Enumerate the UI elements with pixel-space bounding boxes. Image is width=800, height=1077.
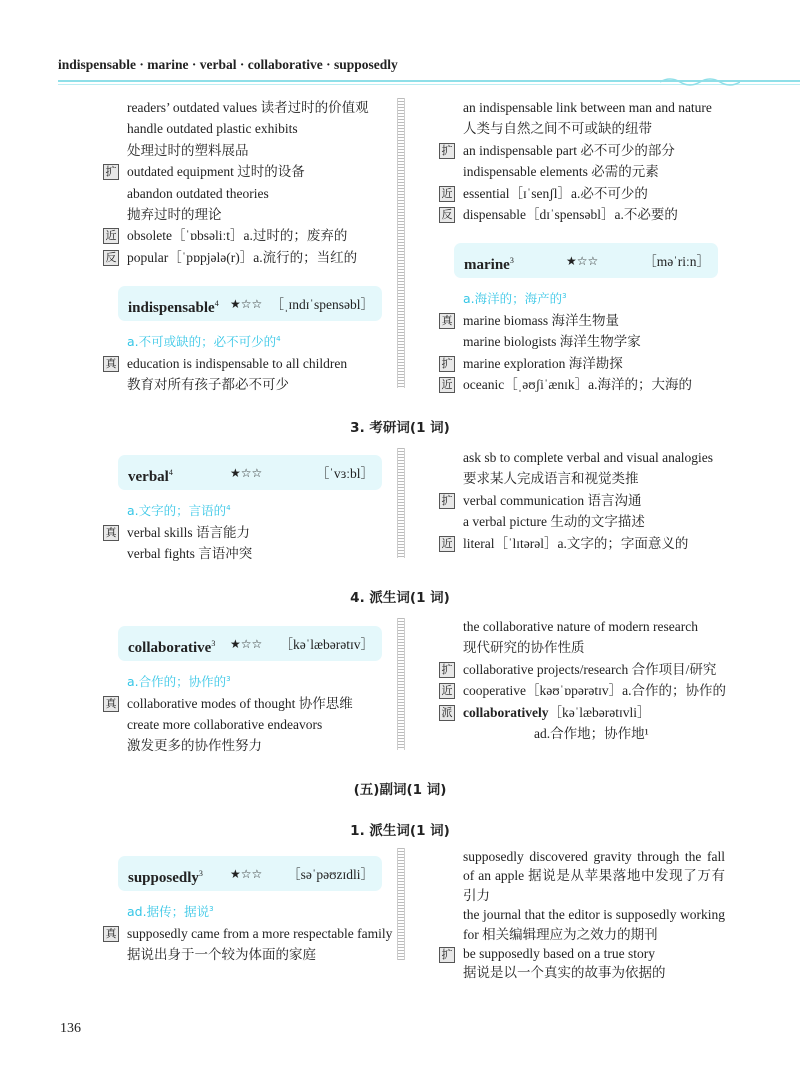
entry-line bbox=[439, 118, 729, 139]
star-rating: ★☆☆ bbox=[230, 637, 263, 651]
headword bbox=[128, 293, 219, 319]
headword-text: collaborative bbox=[128, 640, 212, 656]
tag-6269-icon: 扩 bbox=[103, 164, 119, 180]
entry-line bbox=[103, 204, 393, 225]
entry-line bbox=[439, 161, 729, 182]
entry-line bbox=[103, 522, 393, 543]
definition-sup: 3 bbox=[226, 675, 231, 683]
entry-line bbox=[439, 847, 725, 905]
column-divider bbox=[397, 848, 405, 960]
entry-text: supposedly discovered gravity through the fall of an apple 据说是从苹果落地中发现了万有引力 bbox=[463, 849, 725, 903]
word-header-box bbox=[118, 626, 382, 661]
running-header: indispensable · marine · verbal · collaborative · supposedly bbox=[58, 57, 398, 72]
right-column-block-3 bbox=[439, 616, 729, 744]
headword bbox=[128, 633, 215, 659]
section-heading: (五)副词(1 词) bbox=[353, 782, 447, 798]
entry-text: readers’ outdated values 读者过时的价值观 bbox=[127, 100, 369, 115]
headword-text: verbal bbox=[128, 469, 169, 485]
headword bbox=[128, 462, 173, 488]
entry-text: oceanic［ˌəʊʃiˈænɪk］a.海洋的；大海的 bbox=[463, 377, 692, 393]
tag-6269-icon: 扩 bbox=[439, 493, 455, 509]
entry-text: ask sb to complete verbal and visual analogies bbox=[463, 450, 714, 465]
entry-text: marine exploration 海洋勘探 bbox=[463, 355, 623, 371]
entry-text: 教育对所有孩子都必不可少 bbox=[127, 377, 289, 393]
entry-text: ad.合作地；协作地¹ bbox=[534, 726, 649, 742]
word-header-box bbox=[454, 243, 718, 278]
entry-text: handle outdated plastic exhibits bbox=[127, 121, 298, 137]
entry-text: 要求某人完成语言和视觉类推 bbox=[463, 471, 639, 487]
entry-line bbox=[439, 447, 729, 468]
entry-line bbox=[439, 702, 729, 723]
derived-word: collaboratively bbox=[463, 704, 549, 720]
definition-sup: 3 bbox=[562, 292, 567, 301]
entry-text: 人类与自然之间不可或缺的纽带 bbox=[463, 121, 652, 137]
definition bbox=[103, 669, 393, 693]
entry-line bbox=[439, 723, 729, 744]
tag-6269-icon: 扩 bbox=[439, 143, 455, 159]
entry-line bbox=[439, 533, 729, 554]
left-column-block-1 bbox=[103, 97, 393, 396]
entry-line bbox=[103, 140, 393, 161]
entry-line bbox=[103, 118, 393, 139]
section-heading: 4. 派生词(1 词) bbox=[350, 590, 450, 606]
entry-line bbox=[439, 944, 729, 963]
entry-text: essential［ɪˈsenʃl］a.必不可少的 bbox=[463, 185, 648, 201]
word-header-box bbox=[118, 856, 382, 891]
tag-8fd1-icon: 近 bbox=[439, 683, 455, 699]
definition-sup: 3 bbox=[209, 905, 214, 913]
left-column-block-2 bbox=[103, 445, 393, 564]
phonetic: ［ˈvɜːbl］ bbox=[315, 466, 374, 481]
entry-line bbox=[103, 944, 393, 965]
entry-text: 现代研究的协作性质 bbox=[463, 640, 585, 656]
phonetic: ［ˌɪndɪˈspensəbl］ bbox=[270, 297, 374, 313]
entry-line bbox=[439, 905, 725, 944]
definition bbox=[103, 498, 393, 522]
entry-line bbox=[439, 511, 729, 532]
entry-text: abandon outdated theories bbox=[127, 185, 269, 201]
definition bbox=[103, 899, 393, 923]
entry-line bbox=[103, 543, 393, 564]
entry-line bbox=[439, 140, 729, 161]
entry-text: popular［ˈpɒpjələ(r)］a.流行的；当红的 bbox=[127, 249, 358, 265]
entry-line bbox=[439, 310, 729, 331]
right-column-block-1 bbox=[439, 97, 729, 396]
entry-text: marine biomass 海洋生物量 bbox=[463, 313, 619, 328]
entry-text: dispensable［dɪˈspensəbl］a.不必要的 bbox=[463, 207, 678, 223]
phonetic: ［məˈriːn］ bbox=[643, 254, 710, 270]
entry-text: create more collaborative endeavors bbox=[127, 716, 323, 732]
phonetic: ［kəˈlæbərətɪv］ bbox=[279, 637, 374, 652]
definition-text: a.不可或缺的；必不可少的 bbox=[127, 334, 277, 350]
subsection-heading: 1. 派生词(1 词) bbox=[350, 823, 450, 839]
entry-line bbox=[439, 374, 729, 395]
tag-53cd-icon: 反 bbox=[103, 250, 119, 266]
phonetic: ［səˈpəʊzɪdli］ bbox=[287, 867, 374, 882]
headword bbox=[128, 863, 203, 889]
right-column-block-2 bbox=[439, 447, 729, 554]
tag-53cd-icon: 反 bbox=[439, 207, 455, 223]
frequency-sup: 4 bbox=[214, 299, 219, 309]
left-column-block-3 bbox=[103, 616, 393, 757]
star-rating: ★☆☆ bbox=[230, 297, 263, 312]
entry-line bbox=[103, 353, 393, 374]
entry-line bbox=[103, 225, 393, 246]
entry-line bbox=[439, 204, 729, 225]
entry-line bbox=[439, 353, 729, 374]
column-divider bbox=[397, 98, 405, 388]
frequency-sup: 4 bbox=[168, 468, 173, 477]
right-column-block-4 bbox=[439, 847, 729, 983]
section-heading: 3. 考研词(1 词) bbox=[350, 420, 450, 436]
entry-line bbox=[103, 161, 393, 182]
headword-text: indispensable bbox=[128, 300, 215, 317]
entry-text: collaborative modes of thought 协作思维 bbox=[127, 695, 353, 711]
star-rating: ★☆☆ bbox=[566, 254, 599, 269]
entry-line bbox=[439, 637, 729, 658]
entry-text: verbal fights 言语冲突 bbox=[127, 545, 253, 561]
tag-771f-icon: 真 bbox=[439, 313, 455, 329]
entry-line bbox=[103, 693, 393, 714]
entry-line bbox=[103, 247, 393, 268]
entry-text: education is indispensable to all children bbox=[127, 355, 348, 371]
entry-text: outdated equipment 过时的设备 bbox=[127, 164, 305, 180]
definition-text: ad.据传；据说 bbox=[127, 904, 210, 920]
entry-line bbox=[439, 490, 729, 511]
entry-line bbox=[439, 97, 729, 118]
definition-text: a.合作的；协作的 bbox=[127, 674, 227, 690]
entry-text: collaborative projects/research 合作项目/研究 bbox=[463, 661, 717, 677]
column-divider bbox=[397, 618, 405, 750]
word-header-box bbox=[118, 455, 382, 490]
headword bbox=[464, 250, 514, 276]
entry-line bbox=[103, 714, 393, 735]
entry-line bbox=[439, 616, 729, 637]
entry-text: the collaborative nature of modern research bbox=[463, 619, 699, 634]
entry-text: verbal communication 语言沟通 bbox=[463, 492, 642, 508]
tag-771f-icon: 真 bbox=[103, 356, 119, 372]
column-divider bbox=[397, 448, 405, 558]
entry-text: obsolete［ˈɒbsəliːt］a.过时的；废弃的 bbox=[127, 228, 348, 244]
definition-sup: 4 bbox=[226, 504, 231, 512]
entry-text: cooperative［kəʊˈɒpərətɪv］a.合作的；协作的 bbox=[463, 683, 727, 699]
tag-771f-icon: 真 bbox=[103, 525, 119, 541]
tag-8fd1-icon: 近 bbox=[439, 186, 455, 202]
definition bbox=[439, 286, 729, 310]
entry-text: verbal skills 语言能力 bbox=[127, 524, 250, 540]
frequency-sup: 3 bbox=[198, 869, 203, 878]
tag-6d3e-icon: 派 bbox=[439, 705, 455, 721]
entry-line bbox=[439, 183, 729, 204]
tag-8fd1-icon: 近 bbox=[439, 377, 455, 393]
entry-text: 激发更多的协作性努力 bbox=[127, 738, 262, 754]
entry-text: 处理过时的塑料展品 bbox=[127, 142, 249, 158]
definition bbox=[103, 329, 393, 353]
entry-text: literal［ˈlɪtərəl］a.文字的；字面意义的 bbox=[463, 535, 689, 551]
definition-text: a.海洋的；海产的 bbox=[463, 291, 563, 307]
entry-line bbox=[439, 659, 729, 680]
entry-text: 据说是以一个真实的故事为依据的 bbox=[463, 965, 666, 981]
entry-text: the journal that the editor is supposedly working for 相关编辑理应为之效力的期刊 bbox=[463, 907, 725, 942]
entry-line bbox=[439, 963, 729, 982]
entry-text: supposedly came from a more respectable family bbox=[127, 925, 393, 941]
tag-6269-icon: 扩 bbox=[439, 662, 455, 678]
entry-line bbox=[103, 97, 393, 118]
entry-text: ［kəˈlæbərətɪvli］ bbox=[548, 704, 651, 720]
star-rating: ★☆☆ bbox=[230, 466, 263, 480]
entry-line bbox=[439, 468, 729, 489]
definition-text: a.文字的；言语的 bbox=[127, 503, 227, 519]
tag-771f-icon: 真 bbox=[103, 696, 119, 712]
entry-text: indispensable elements 必需的元素 bbox=[463, 164, 659, 180]
tag-8fd1-icon: 近 bbox=[103, 228, 119, 244]
left-column-block-4 bbox=[103, 846, 393, 965]
entry-text: 据说出身于一个较为体面的家庭 bbox=[127, 946, 316, 962]
headword-text: marine bbox=[464, 257, 510, 274]
entry-text: marine biologists 海洋生物学家 bbox=[463, 334, 641, 350]
tag-6269-icon: 扩 bbox=[439, 947, 455, 963]
star-rating: ★☆☆ bbox=[230, 867, 263, 881]
entry-text: an indispensable link between man and nature bbox=[463, 100, 712, 115]
entry-line bbox=[103, 923, 393, 944]
entry-line bbox=[103, 374, 393, 395]
frequency-sup: 3 bbox=[509, 256, 514, 266]
headword-text: supposedly bbox=[128, 870, 199, 886]
page-number: 136 bbox=[60, 1021, 81, 1036]
entry-text: 抛弃过时的理论 bbox=[127, 207, 222, 223]
entry-line bbox=[103, 183, 393, 204]
tag-771f-icon: 真 bbox=[103, 926, 119, 942]
entry-line bbox=[439, 680, 729, 701]
tag-8fd1-icon: 近 bbox=[439, 536, 455, 552]
entry-line bbox=[439, 331, 729, 352]
entry-line bbox=[103, 735, 393, 756]
entry-text: a verbal picture 生动的文字描述 bbox=[463, 514, 645, 530]
tag-6269-icon: 扩 bbox=[439, 356, 455, 372]
entry-text: be supposedly based on a true story bbox=[463, 946, 655, 962]
entry-text: an indispensable part 必不可少的部分 bbox=[463, 142, 675, 158]
frequency-sup: 3 bbox=[211, 639, 216, 648]
header-wave-ornament bbox=[660, 74, 740, 86]
definition-sup: 4 bbox=[276, 335, 281, 344]
word-header-box bbox=[118, 286, 382, 321]
